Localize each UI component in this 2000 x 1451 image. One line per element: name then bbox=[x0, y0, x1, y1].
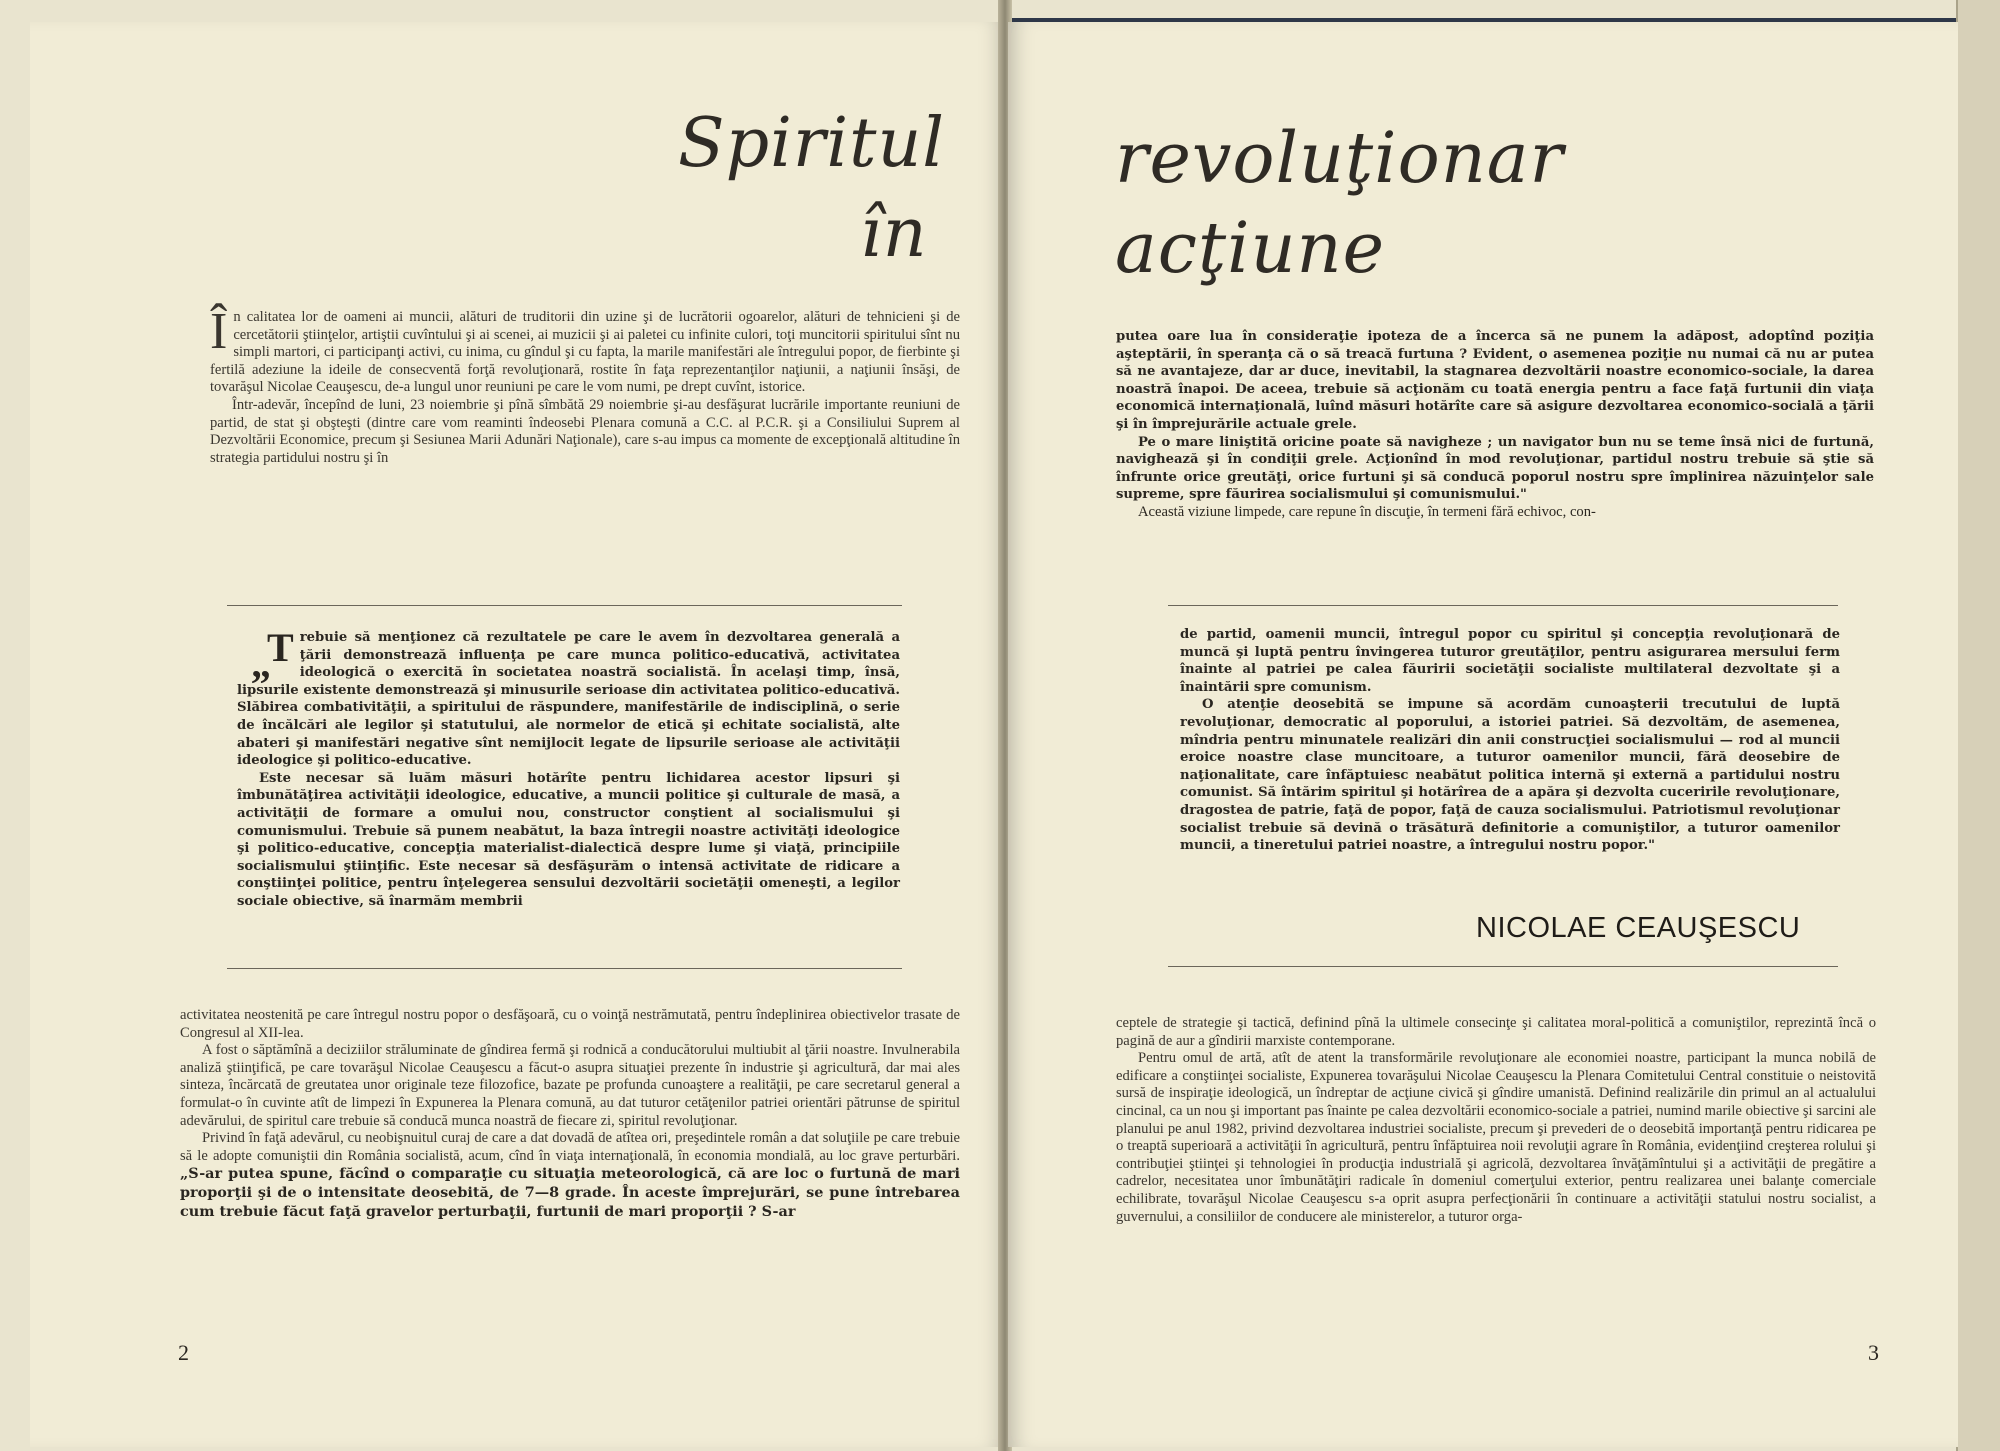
right-body bbox=[1116, 1015, 1876, 1226]
quote-text-left bbox=[237, 625, 900, 911]
quote-paragraph-2: Este necesar să luăm măsuri hotărîte pentru lichidarea acestor lipsuri şi îmbunătăţirea activităţii ideologice, educative, a muncii politice şi culturale de masă, a activităţii de formare a omului nou, constructor conştient al socialismului şi comunismului. Trebuie să punem neabătut, la baza întregii noastre activităţi ideologice şi politico-educative, concepţia materialist-dialectică despre lume şi viaţă, principiile socialismului ştiinţific. Este necesar să desfăşurăm o intensă activitate de ridicare a conştiinţei politice, pentru înţelegerea sensului dezvoltării societăţii omeneşti, a legilor sociale obiective, să înarmăm membrii bbox=[237, 770, 900, 909]
right-top-bold-1: putea oare lua în consideraţie ipoteza de a încerca să ne punem la adăpost, adoptînd poziţia aşteptării, în speranţa că o să treacă furtuna ? Evident, o asemenea poziţie nu numai că nu ar putea să ne avantajeze, dar ar duce, inevitabil, la stagnarea dezvoltării noastre economico-sociale, la darea noastră înapoi. De aceea, trebuie să acţionăm cu toată energia pentru a face faţă furtunii din viaţa economică internaţională, luînd măsuri hotărîte care să asigure dezvoltarea economico-socială a ţării şi în împrejurările actuale grele. bbox=[1116, 329, 1874, 432]
right-body-2: Pentru omul de artă, atît de atent la transformările revoluţionare ale economiei noastre, participant la munca nobilă de edificare a conştiinţei socialiste, Expunerea tovarăşului Nicolae Ceauşescu la Plenara Comitetului Central constituie o neistovită sursă de inspiraţie ideologică, un îndreptar de acţiune civică şi gîndire umanistă. Definind realizările din primul an al actualului cincinal, ca un nou şi important pas înainte pe calea dezvoltării economico-sociale a patriei, numind marile obiective şi sarcini ale planului pe anul 1982, privind dezvoltarea industriei socialiste, precum şi prevederi de o deosebită importanţă pentru ridicarea pe o treaptă superioară a activităţii în agricultură, pentru înfăptuirea noii revoluţii agrare în România, evidenţiind creşterea rolului şi contribuţiei ştiinţei şi tehnologiei în producţia industrială şi agricolă, dezvoltarea învăţămîntului şi a activităţii de pregătire a cadrelor, necesitatea unor îmbunătăţiri radicale în domeniul comerţului exterior, pentru realizarea unei balanţe comerciale echilibrate, tovarăşul Nicolae Ceauşescu s-a oprit asupra perfecţionării în continuare a activităţii statului nostru socialist, a guvernului, a consiliilor de conducere ale ministerelor, a tuturor orga- bbox=[1116, 1050, 1876, 1225]
quote-open-mark: „ bbox=[251, 641, 271, 686]
left-page bbox=[30, 22, 1005, 1447]
quote-box-left bbox=[227, 605, 902, 969]
dropcap-i: Î bbox=[210, 303, 228, 360]
title-revolutionar: revoluţionar bbox=[1115, 117, 1564, 199]
right-top-bold-2: Pe o mare liniştită oricine poate să navigheze ; un navigator bun nu se teme însă nici de furtună, navighează şi în condiţii grele. Acţionînd în mod revoluţionar, partidul nostru trebuie să ştie să înfrunte orice greutăţi, orice furtuni şi să conducă poporul nostru spre împlinirea năzuinţelor sale supreme, spre făurirea socialismului şi comunismului." bbox=[1116, 434, 1874, 503]
right-quote-2: O atenţie deosebită se impune să acordăm cunoaşterii trecutului de luptă revoluţionar, democratic al poporului, a istoriei patriei. Să dezvoltăm, de asemenea, mîndria pentru minunatele realizări din anii construcţiei socialismului — rod al muncii eroice noastre clase muncitoare, a tuturor oamenilor muncii, fără deosebire de naţionalitate, care înfăptuiesc neabătut politica internă şi externă a partidului nostru comunist. Să întărim spiritul şi hotărîrea de a apăra şi dezvolta cuceririle revoluţionare, dragostea de patrie, faţă de popor, faţă de cauza socialismului. Patriotismul revoluţionar socialist trebuie să devină o trăsătură definitorie a comuniştilor, a tuturor oamenilor muncii, a tineretului patriei noastre, a întregului nostru popor." bbox=[1180, 697, 1840, 854]
page-number-right: 3 bbox=[1868, 1340, 1879, 1365]
title-actiune: acţiune bbox=[1115, 207, 1386, 289]
quote-text-right bbox=[1180, 626, 1840, 855]
left-body-2: A fost o săptămînă a deciziilor străluminate de gîndirea fermă şi rodnică a conducătorului multiubit al ţării noastre. Invulnerabila analiză ştiinţifică, pe care tovarăşul Nicolae Ceauşescu a făcut-o asupra situaţiei prezente în industrie şi agricultură, dar mai ales sinteza, încărcată de greutatea unor originale teze filozofice, bazate pe profunda cunoaştere a realităţii, pe care secretarul general a formulat-o în cuvinte atît de limpezi în Expunerea la Plenara comună, au dat tuturor cetăţenilor patriei orientări pătrunse de spiritul adevărului, de spiritul care trebuie să conducă munca noastră de fiecare zi, spiritul revoluţionar. bbox=[180, 1042, 960, 1129]
title-in: în bbox=[860, 194, 928, 273]
right-top-text bbox=[1116, 328, 1874, 522]
page-number-left: 2 bbox=[178, 1340, 189, 1365]
left-body-3-bold: „S-ar putea spune, făcînd o comparaţie cu situaţia meteorologică, că are loc o furtună de mari proporţii şi de o intensitate deosebită, de 7—8 grade. În aceste împrejurări, se pune întrebarea cum trebuie făcut faţă gravelor perturbaţii, furtunii de mari proporţii ? S-ar bbox=[180, 1165, 960, 1220]
intro-paragraph: n calitatea lor de oameni ai muncii, alături de truditorii din uzine şi de lucrătorii ogoarelor, alături de tehnicieni şi de cercetătorii ştiinţelor, artiştii cuvîntului şi ai scenei, ai muzicii şi ai paletei cu infinite culori, toţi muncitorii spiritului sînt nu simpli martori, ci participanţi activi, cu inima, cu gîndul şi cu fapta, la marile manifestări ale întregului popor, de fierbinte şi fertilă adeziune la ideile de consecventă forţă revoluţionară, rostite în faţa reprezentanţilor naţiunii, a naţiunii însăşi, de tovarăşul Nicolae Ceauşescu, de-a lungul unor reuniuni pe care le vom numi, pe drept cuvînt, istorice. bbox=[210, 309, 960, 396]
right-top-plain: Această viziune limpede, care repune în discuţie, în termeni fără echivoc, con- bbox=[1138, 503, 1596, 520]
book-cover-edge bbox=[1956, 0, 2000, 1451]
right-body-1: ceptele de strategie şi tactică, definind pînă la ultimele consecinţe şi calitatea moral-politică a comuniştilor, reprezintă încă o pagină de aur a gîndirii marxiste contemporane. bbox=[1116, 1015, 1876, 1049]
right-page bbox=[1008, 22, 1958, 1447]
right-quote-1: de partid, oamenii muncii, întregul popor cu spiritul şi concepţia revoluţionară de muncă şi luptă pentru învingerea tuturor greutăţilor, pentru asigurarea mersului ferm înainte al patriei pe calea făuririi societăţii socialiste multilateral dezvoltate şi a înaintării spre comunism. bbox=[1180, 627, 1840, 695]
quote-paragraph-1: rebuie să menţionez că rezultatele pe care le avem în dezvoltarea generală a ţării demonstrează influenţa pe care munca politico-educativă, activitatea ideologică o exercită în societatea noastră socialistă. În acelaşi timp, însă, lipsurile existente demonstrează şi minusurile serioase din activitatea politico-educativă. Slăbirea combativităţii, a spiritului de răspundere, manifestările de indisciplină, o serie de încălcări ale legilor şi statutului, ale normelor de etică şi echitate socialistă, alte abateri şi manifestări negative sînt nemijlocit legate de lipsurile serioase ale activităţii ideologice şi politico-educative. bbox=[237, 630, 900, 769]
quote-dropcap-t: T bbox=[267, 625, 294, 670]
intro-paragraph-2: Într-adevăr, începînd de luni, 23 noiembrie şi pînă sîmbătă 29 noiembrie şi-au desfăşurat lucrările importante reuniuni de partid, de stat şi obşteşti (dintre care vom reaminti îndeosebi Plenara comună a C.C. al P.C.R. şi a Consiliului Suprem al Dezvoltării Economice, precum şi Sesiunea Marii Adunări Naţionale), care s-au impus ca momente de excepţională altitudine în strategia partidului nostru şi în bbox=[210, 396, 960, 466]
left-body bbox=[180, 1007, 960, 1221]
left-body-3-plain: Privind în faţă adevărul, cu neobişnuitul curaj de care a dat dovadă de atîtea ori, preşedintele român a dat soluţiile pe care trebuie să le adopte comuniştii din România socialistă, acum, cînd în viaţa internaţională, în economia mondială, au loc grave perturbări. bbox=[180, 1130, 960, 1164]
left-body-3 bbox=[180, 1130, 960, 1221]
left-body-1: activitatea neostenită pe care întregul nostru popor o desfăşoară, cu o voinţă nestrămutată, pentru îndeplinirea obiectivelor trasate de Congresul al XII-lea. bbox=[180, 1007, 960, 1041]
signature-nicolae-ceausescu: NICOLAE CEAUŞESCU bbox=[1476, 912, 1801, 944]
intro-text bbox=[210, 303, 960, 467]
title-spiritul: Spiritul bbox=[678, 104, 945, 183]
